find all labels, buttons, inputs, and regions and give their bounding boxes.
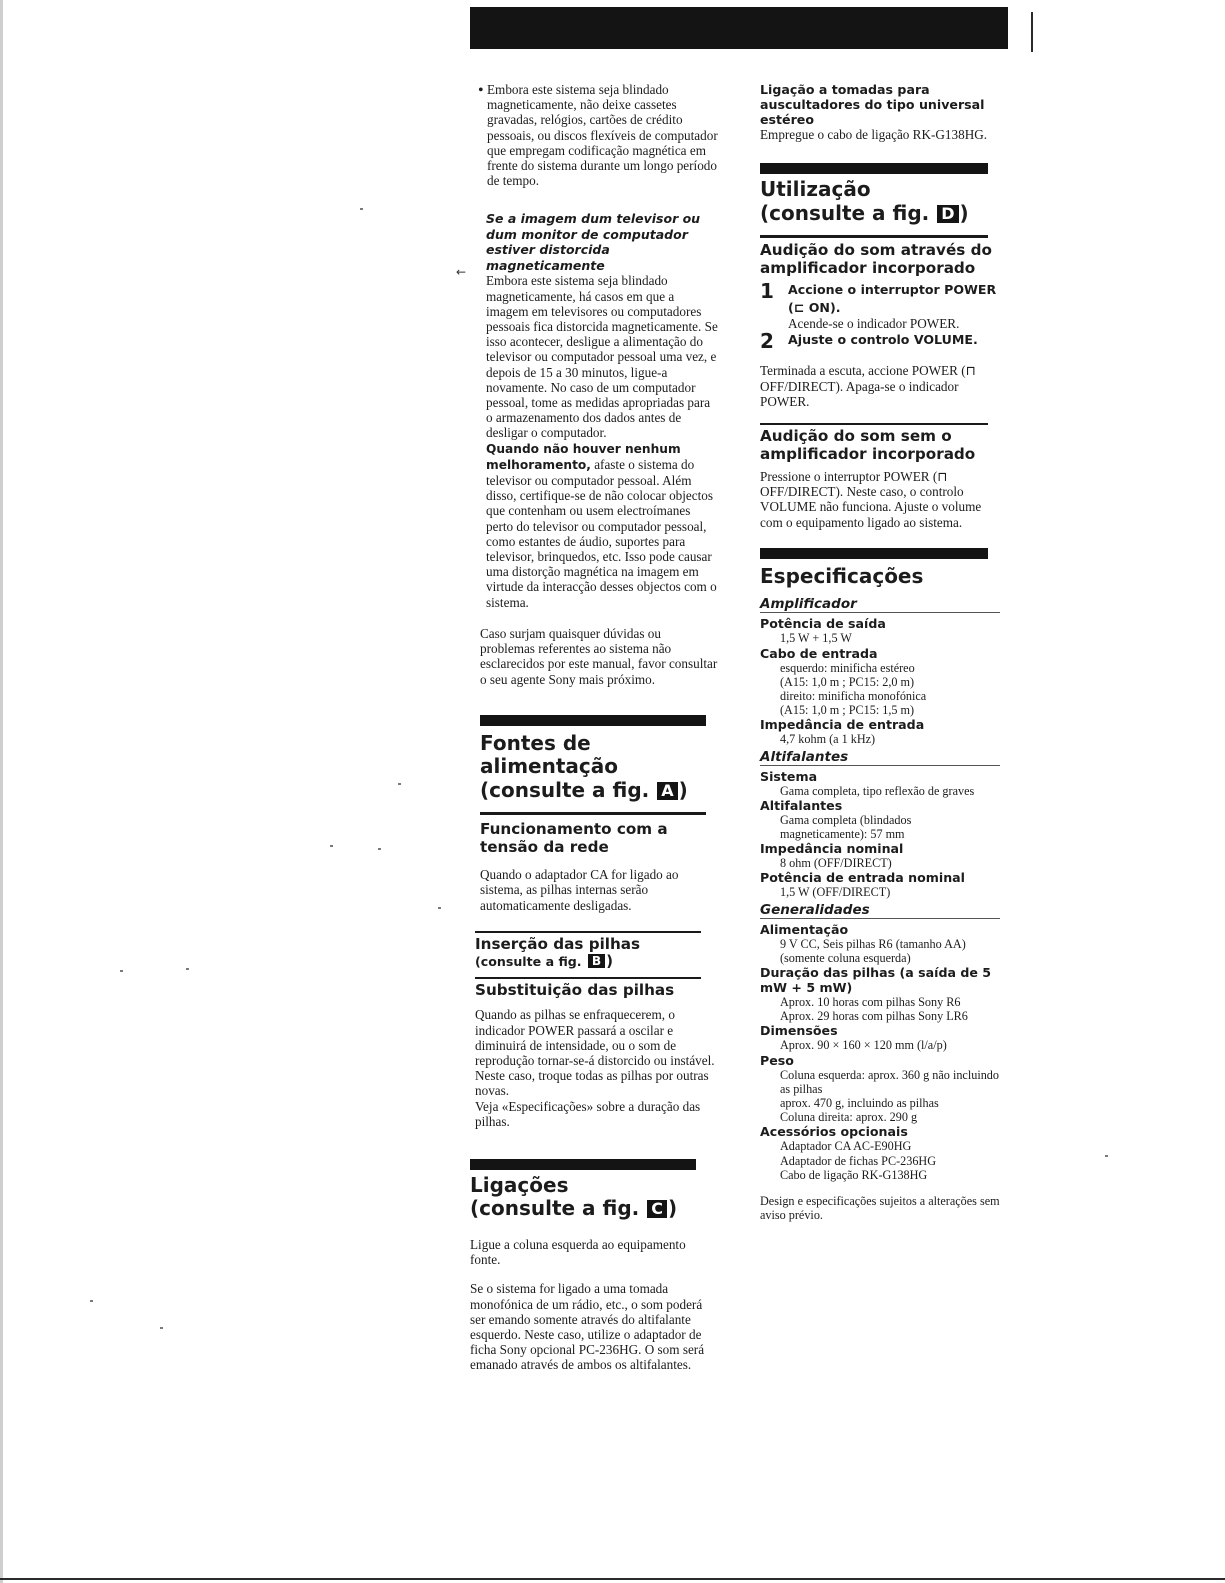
subsection-rule [760, 423, 988, 425]
insert-heading: Inserção das pilhas (consulte a fig. B ) [475, 934, 641, 971]
spec-category-rule [760, 612, 1000, 613]
header-bar [470, 7, 1008, 49]
scan-speck [360, 208, 363, 210]
connections-title: Ligações (consulte a fig. C ) [470, 1172, 678, 1221]
after-listen-paragraph: Terminada a escuta, accione POWER (⊓ OFF/DIRECT). Apaga-se o indicador POWER. [760, 363, 976, 409]
spec-category: Altifalantes [760, 748, 849, 765]
spec-category-rule [760, 918, 1000, 919]
spec-value: Adaptador CA AC-E90HG [780, 1139, 912, 1154]
spec-value: Gama completa, tipo reflexão de graves [780, 783, 975, 798]
connections-title-fig-prefix: (consulte a fig. [470, 1196, 640, 1221]
spec-label: Altifalantes [760, 797, 843, 813]
spec-label: Peso [760, 1052, 794, 1068]
spec-value: 4,7 kohm (a 1 kHz) [780, 732, 876, 747]
use-title-fig-prefix: (consulte a fig. [760, 200, 930, 225]
mains-paragraph: Quando o adaptador CA for ligado ao sistema, as pilhas internas serão automaticamente desligadas. [480, 867, 679, 913]
spec-value: Cabo de ligação RK-G138HG [780, 1167, 928, 1182]
spec-label: Potência de entrada nominal [760, 870, 965, 886]
scan-speck [120, 970, 123, 972]
spec-value: esquerdo: minificha estéreo [780, 660, 915, 675]
subsection-rule [475, 977, 701, 979]
spec-value: (A15: 1,0 m ; PC15: 2,0 m) [780, 674, 915, 689]
spec-label: Cabo de entrada [760, 645, 878, 661]
mains-heading: Funcionamento com a tensão da rede [480, 820, 668, 856]
spec-label: Duração das pilhas (a saída de 5 mW + 5 mW) [760, 964, 992, 995]
spec-value: Adaptador de fichas PC-236HG [780, 1153, 937, 1168]
spec-label: Impedância nominal [760, 841, 904, 857]
scan-speck [186, 968, 189, 970]
connections-paragraph-1: Ligue a coluna esquerda ao equipamento fonte. [470, 1236, 686, 1268]
right-column [760, 82, 1000, 1222]
spec-list [760, 596, 1000, 1182]
headphone-heading: Ligação a tomadas para auscultadores do tipo universal estéreo [760, 82, 985, 127]
noamp-heading: Audição do som sem o amplificador incorporado [760, 427, 976, 463]
spec-label: Impedância de entrada [760, 717, 925, 733]
scan-speck [378, 848, 381, 850]
spec-label: Sistema [760, 768, 818, 784]
subsection-rule [475, 931, 701, 933]
step-2 [760, 329, 1000, 354]
bullet-item [470, 82, 718, 188]
spec-value: Aprox. 90 × 160 × 120 mm (l/a/p) [780, 1038, 947, 1053]
section-bar [760, 548, 988, 559]
amp-heading: Audição do som através do amplificador incorporado [760, 241, 992, 277]
power-title: Fontes de alimentação (consulte a fig. A ) [480, 730, 688, 802]
spec-value: Coluna esquerda: aprox. 360 g não incluindo as pilhas [780, 1067, 999, 1096]
page-edge-shadow [0, 0, 3, 1583]
scan-speck [90, 1300, 93, 1302]
tv-heading: Se a imagem dum televisor ou dum monitor de computador estiver distorcida magneticamente [486, 211, 701, 273]
spec-title: Especificações [760, 563, 924, 588]
power-title-fig-prefix: (consulte a fig. [480, 777, 650, 802]
spec-label: Acessórios opcionais [760, 1124, 908, 1140]
spec-value: (A15: 1,0 m ; PC15: 1,5 m) [780, 703, 915, 718]
spec-value: 9 V CC, Seis pilhas R6 (tamanho AA) (somente coluna esquerda) [780, 936, 966, 965]
fig-a-icon: A [657, 782, 677, 800]
step-number: 2 [760, 329, 774, 354]
crop-mark [1031, 12, 1033, 52]
fig-b-icon: B [588, 954, 605, 968]
scan-speck [160, 1327, 163, 1329]
tv-paragraph-2 [486, 441, 718, 610]
replace-heading: Substituição das pilhas [475, 980, 675, 999]
headphone-paragraph: Empregue o cabo de ligação RK-G138HG. [760, 127, 988, 142]
tv-paragraph-2-text: afaste o sistema do televisor ou computador pessoal. Além disso, certifique-se de não colocar objectos que contenham ou usem electroímanes perto do televisor ou computador pessoal, como estantes de áudio, suportes para televisor, brinquedos, etc. Isso pode causar uma distorção magnética na imagem em virtude da interacção desses objectos com o sistema. [486, 456, 717, 610]
insert-fig-prefix: (consulte a fig. [475, 954, 582, 970]
spec-value: Gama completa (blindados magneticamente): 57 mm [780, 812, 912, 841]
spec-label: Alimentação [760, 921, 849, 937]
spec-value: direito: minificha monofónica [780, 688, 927, 703]
spec-label: Potência de saída [760, 616, 886, 632]
section-bar [470, 1159, 696, 1170]
footer-note: Design e especificações sujeitos a alterações sem aviso prévio. [760, 1194, 1000, 1223]
spec-category: Amplificador [760, 596, 857, 613]
section-rule [760, 235, 988, 238]
fig-c-icon: C [647, 1200, 667, 1218]
step-number: 1 [760, 279, 774, 304]
spec-value: Aprox. 29 horas com pilhas Sony LR6 [780, 1009, 968, 1024]
step-1 [760, 281, 1000, 316]
scan-speck [438, 907, 441, 909]
spec-label: Dimensões [760, 1023, 838, 1039]
section-bar [480, 715, 706, 726]
section-bar [760, 163, 988, 174]
tv-paragraph: Embora este sistema seja blindado magneticamente, há casos em que a imagem em televisores ou computadores pessoais fica distorcida magneticamente. Se isso acontecer, desligue a alimentação do televisor ou computador pessoal uma vez, e depois de 15 a 30 minutos, ligue-a novamente. No caso de um computador pessoal, tome as medidas apropriadas para o armazenamento dos dados antes de desligar o computador. [486, 273, 718, 441]
margin-arrow-icon: ← [456, 265, 467, 279]
connections-title-text: Ligações [470, 1172, 569, 1197]
step-1-text: Accione o interruptor POWER (⊏ ON). [788, 282, 997, 315]
step-2-text: Ajuste o controlo VOLUME. [788, 332, 978, 348]
use-title: Utilização (consulte a fig. D ) [760, 177, 969, 225]
fig-d-icon: D [937, 205, 958, 223]
use-title-text: Utilização [760, 177, 871, 202]
spec-value: Coluna direita: aprox. 290 g [780, 1110, 918, 1125]
bullet-text: Embora este sistema seja blindado magneticamente, não deixe cassetes gravadas, relógios, cartões de crédito pessoais, ou discos flexíveis de computador que empregam codificação magnética em frente do sistema durante um longo período de tempo. [487, 82, 718, 189]
noamp-paragraph: Pressione o interruptor POWER (⊓ OFF/DIRECT). Neste caso, o controlo VOLUME não funciona. Ajuste o volume com o equipamento ligado ao sistema. [760, 469, 982, 530]
spec-value: aprox. 470 g, incluindo as pilhas [780, 1095, 939, 1110]
power-title-text: Fontes de alimentação [480, 730, 618, 779]
scan-speck [398, 783, 401, 785]
spec-value: 1,5 W + 1,5 W [780, 631, 852, 646]
connections-paragraph-2: Se o sistema for ligado a uma tomada monofónica de um rádio, etc., o som poderá ser emando somente através do altifalante esquerdo. Neste caso, utilize o adaptador de ficha Sony opcional PC-236HG. O som será emanado através de ambos os altifalantes. [470, 1281, 705, 1373]
tv-bold-lead: Quando não houver nenhum melhoramento, [486, 441, 681, 472]
insert-heading-text: Inserção das pilhas [475, 934, 641, 953]
spec-category: Generalidades [760, 901, 870, 918]
scan-speck [1105, 1155, 1108, 1157]
step-1-result: Acende-se o indicador POWER. [788, 316, 960, 332]
bullet-icon: • [478, 82, 484, 99]
replace-paragraph-2: Veja «Especificações» sobre a duração das pilhas. [475, 1098, 701, 1129]
spec-category-rule [760, 765, 1000, 766]
doubts-paragraph: Caso surjam quaisquer dúvidas ou problemas referentes ao sistema não esclarecidos por este manual, favor consultar o seu agente Sony mais próximo. [480, 625, 718, 687]
spec-value: 1,5 W (OFF/DIRECT) [780, 885, 891, 900]
replace-paragraph: Quando as pilhas se enfraquecerem, o indicador POWER passará a oscilar e diminuirá de intensidade, ou o som de reprodução tornar-se-á distorcido ou instável. Neste caso, troque todas as pilhas por outras novas. [475, 1007, 715, 1099]
spec-value: Aprox. 10 horas com pilhas Sony R6 [780, 994, 961, 1009]
spec-value: 8 ohm (OFF/DIRECT) [780, 856, 892, 871]
bottom-rule [0, 1578, 1225, 1580]
scan-speck [330, 845, 333, 847]
left-column [470, 82, 718, 1373]
